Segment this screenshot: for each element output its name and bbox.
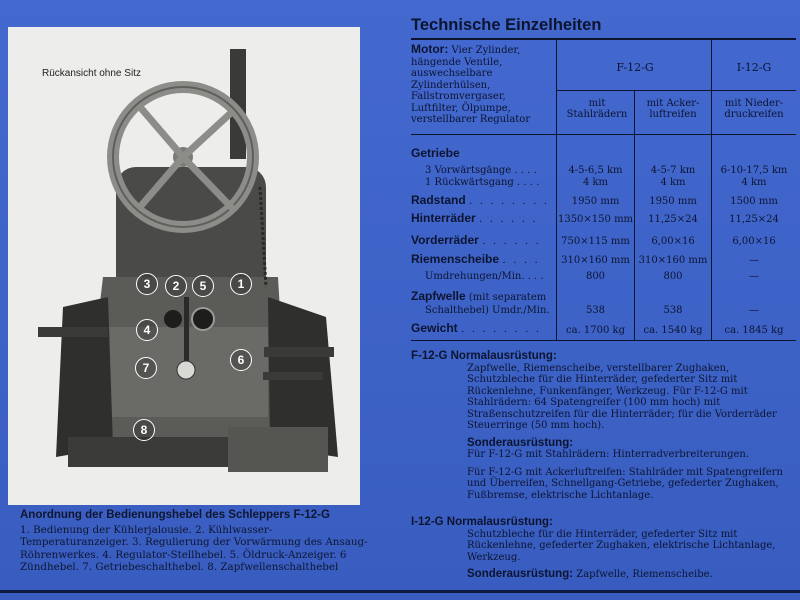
- tractor-illustration: [8, 27, 360, 505]
- table-divider: [711, 40, 712, 340]
- row-zapfwelle: Zapfwelle (mit separatem: [411, 289, 547, 303]
- f12g-equipment: [411, 351, 791, 501]
- legend-title: Anordnung der Bedienungshebel des Schleppers F-12-G: [20, 509, 330, 521]
- row-hinterraeder: Hinterräder . . . . . .: [411, 211, 538, 225]
- marker-2: 2: [165, 275, 187, 297]
- tractor-photo: [8, 27, 360, 505]
- marker-6: 6: [230, 349, 252, 371]
- f12g-sonder-2: Für F-12-G mit Ackerluftreifen: Stahlräder mit Spatengreifern und Überreifen, Schnellgang-Getriebe, gefederter Zughaken, Fußbremse, elektrische Lichtanlage.: [467, 466, 783, 501]
- cell: 11,25×24: [729, 214, 779, 225]
- bottom-rule: [0, 590, 800, 593]
- photo-caption: Rückansicht ohne Sitz: [42, 68, 141, 79]
- f12g-sonder-1: Für F-12-G mit Stahlrädern: Hinterradverbreiterungen.: [467, 449, 750, 460]
- cell: —: [749, 271, 759, 282]
- legend-text: 1. Bedienung der Kühlerjalousie. 2. Kühlwasser-Temperaturanzeiger. 3. Regulierung der Vorwärmung des Ansaug-Röhrenwerkes. 4. Regulator-Stellhebel. 5. Öldruck-Anzeiger. 6 Zündhebel. 7. Getriebeschalthebel. 8. Zapfwellenschalthebel: [20, 523, 368, 574]
- cell: 310×160 mm: [638, 255, 708, 266]
- model-i12g: I-12-G: [736, 61, 772, 74]
- motor-label: Motor:: [411, 42, 449, 56]
- i12g-heading: I-12-G Normalausrüstung:: [411, 516, 553, 528]
- marker-1: 1: [230, 273, 252, 295]
- f12g-text: Zapfwelle, Riemenscheibe, verstellbarer Zughaken, Schutzbleche für die Hinterräder, gefederter Sitz mit Rückenlehne, Funkenfänger, Werkzeug. Für F-12-G mit Stahlrädern: 64 Spatengreifer (100 mm hoch) mit Straßenschutzreifen für die Hinterräder; für die Vorderräder Steuerringe (50 mm hoch).: [467, 362, 777, 431]
- table-divider: [556, 90, 796, 91]
- marker-5: 5: [192, 275, 214, 297]
- cell: 1950 mm: [571, 196, 620, 207]
- cell: 800: [585, 271, 606, 282]
- cell: 4 km: [582, 177, 609, 188]
- row-gewicht: Gewicht . . . . . . . .: [411, 321, 542, 335]
- cell: 4 km: [741, 177, 767, 188]
- marker-3: 3: [136, 273, 158, 295]
- row-rueckwaerts: 1 Rückwärtsgang . . . .: [425, 177, 540, 188]
- cell: 800: [663, 271, 683, 282]
- col-header-acker: mit Acker-luftreifen: [646, 98, 700, 120]
- row-riemenscheibe: Riemenscheibe . . . .: [411, 252, 540, 266]
- cell: ca. 1845 kg: [724, 325, 784, 336]
- cell: 4-5-7 km: [650, 165, 696, 176]
- specs-title: Technische Einzelheiten: [411, 16, 602, 34]
- marker-7: 7: [135, 357, 157, 379]
- i12g-text: Schutzbleche für die Hinterräder, gefederter Sitz mit Rückenlehne, gefederter Zughaken, elektrische Lichtanlage, Werkzeug.: [467, 528, 776, 563]
- cell: 538: [585, 305, 606, 316]
- table-divider: [411, 340, 796, 341]
- motor-text: Vier Zylinder, hängende Ventile, auswechselbare Zylinderhülsen, Fallstromvergaser, Luftfilter, Ölpumpe, verstellbarer Regulator: [411, 45, 531, 125]
- cell: 750×115 mm: [561, 236, 630, 247]
- cell: —: [749, 305, 759, 316]
- cell: 538: [663, 305, 683, 316]
- cell: 6,00×16: [651, 236, 695, 247]
- f12g-heading: F-12-G Normalausrüstung:: [411, 350, 557, 362]
- legend-block: [20, 509, 370, 574]
- marker-4: 4: [136, 319, 158, 341]
- cell: 1950 mm: [649, 196, 697, 207]
- table-divider: [411, 134, 796, 135]
- cell: 6,00×16: [732, 236, 776, 247]
- cell: ca. 1700 kg: [565, 325, 625, 336]
- col-header-stahl: mit Stahlrädern: [566, 98, 628, 120]
- table-divider: [556, 40, 557, 340]
- cell: 1350×150 mm: [557, 214, 634, 225]
- cell: 11,25×24: [648, 214, 698, 225]
- motor-description: [411, 44, 553, 126]
- row-radstand: Radstand . . . . . . . .: [411, 193, 550, 207]
- marker-8: 8: [133, 419, 155, 441]
- i12g-sonder: Sonderausrüstung: Zapfwelle, Riemenscheibe.: [467, 568, 713, 580]
- title-rule: [411, 38, 796, 40]
- row-vorwaerts: 3 Vorwärtsgänge . . . .: [425, 165, 537, 176]
- row-schalthebel: Schalthebel) Umdr./Min.: [425, 305, 550, 316]
- cell: 4-5-6,5 km: [568, 165, 623, 176]
- col-header-nieder: mit Nieder-druckreifen: [724, 98, 784, 120]
- row-getriebe: Getriebe: [411, 146, 460, 160]
- row-umdrehungen: Umdrehungen/Min. . . .: [425, 271, 544, 282]
- cell: 310×160 mm: [561, 255, 630, 266]
- f12g-sonder: Sonderausrüstung:: [467, 436, 574, 449]
- cell: ca. 1540 kg: [643, 325, 703, 336]
- cell: 6-10-17,5 km: [720, 165, 788, 176]
- cell: 4 km: [660, 177, 686, 188]
- row-vorderraeder: Vorderräder . . . . . .: [411, 233, 541, 247]
- i12g-equipment: [411, 517, 791, 581]
- cell: 1500 mm: [730, 196, 778, 207]
- cell: —: [749, 255, 759, 266]
- model-f12g: F-12-G: [616, 61, 654, 74]
